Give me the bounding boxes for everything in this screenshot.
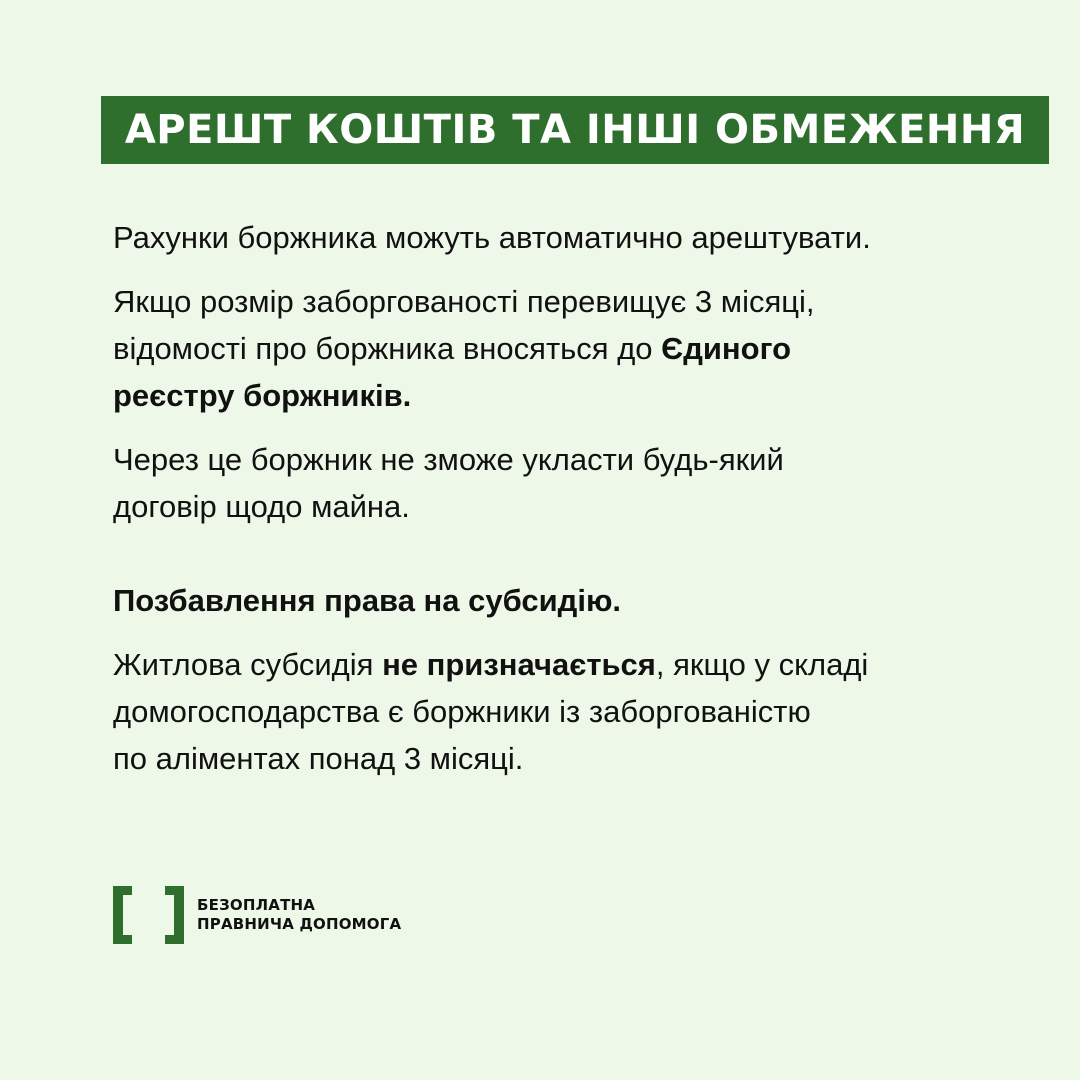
paragraph-text: Через це боржник не зможе укласти будь-який (113, 442, 784, 477)
section-heading-subsidy (113, 577, 1013, 624)
paragraph-debtor-registry (113, 278, 1013, 419)
brackets-icon (113, 886, 184, 944)
logo-line-1: БЕЗОПЛАТНА (197, 896, 316, 914)
logo-text (197, 896, 401, 934)
paragraph-text: по аліментах понад 3 місяці. (113, 741, 524, 776)
paragraph-text: Рахунки боржника можуть автоматично арештувати. (113, 220, 871, 255)
title-banner (101, 96, 1049, 164)
logo-line-2: ПРАВНИЧА ДОПОМОГА (197, 915, 402, 933)
paragraph-accounts-arrest (113, 214, 1013, 261)
paragraph-text: домогосподарства є боржники із заборгованістю (113, 694, 811, 729)
logo (113, 886, 401, 944)
paragraph-subsidy (113, 641, 1013, 782)
paragraph-property-contract (113, 436, 1013, 530)
main-content (113, 214, 1013, 799)
paragraph-text: договір щодо майна. (113, 489, 410, 524)
paragraph-text: Якщо розмір заборгованості перевищує 3 місяці, (113, 284, 815, 319)
paragraph-text: Житлова субсидія (113, 647, 383, 682)
page-title: АРЕШТ КОШТІВ ТА ІНШІ ОБМЕЖЕННЯ (124, 107, 1026, 153)
bold-text: не призначається (382, 647, 656, 682)
section-heading-text: Позбавлення права на субсидію. (113, 583, 622, 618)
paragraph-text: відомості про боржника вносяться до (113, 331, 662, 366)
paragraph-text: , якщо у складі (655, 647, 869, 682)
bold-text: реєстру боржників. (113, 378, 412, 413)
bold-text: Єдиного (661, 331, 792, 366)
